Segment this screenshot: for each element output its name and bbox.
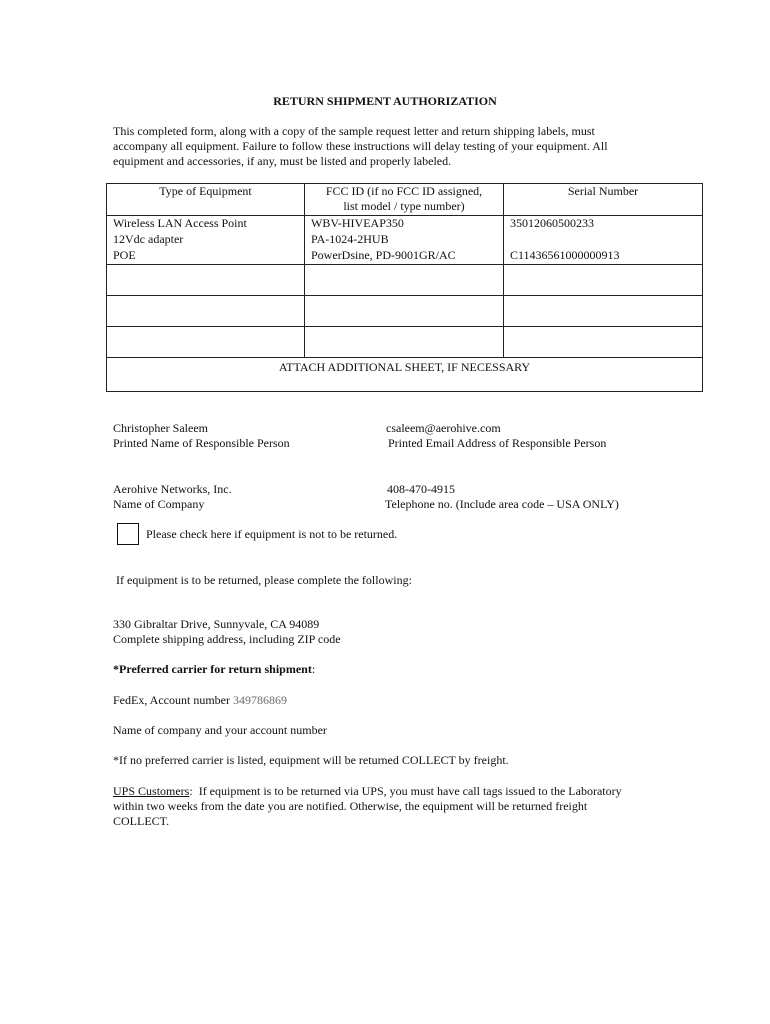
cell-fcc[interactable]: PowerDsine, PD-9001GR/AC: [305, 248, 504, 265]
cell-fcc[interactable]: [305, 296, 504, 327]
table-row: [107, 248, 703, 265]
preferred-carrier-heading: [113, 662, 315, 677]
cell-fcc[interactable]: PA-1024-2HUB: [305, 232, 504, 248]
cell-serial[interactable]: C11436561000000913: [504, 248, 703, 265]
carrier-prefix: FedEx, Account number: [113, 693, 233, 707]
header-fcc-line2: list model / type number): [343, 199, 465, 213]
cell-serial[interactable]: [504, 327, 703, 358]
cell-type[interactable]: [107, 327, 305, 358]
ups-paragraph-line2: within two weeks from the date you are notified. Otherwise, the equipment will be returned freight: [113, 799, 588, 813]
responsible-email[interactable]: csaleem@aerohive.com: [386, 421, 501, 435]
table-row-empty: [107, 327, 703, 358]
cell-serial[interactable]: [504, 265, 703, 296]
telephone-number[interactable]: 408-470-4915: [387, 482, 455, 496]
header-fcc: [305, 184, 504, 216]
header-type: Type of Equipment: [107, 184, 305, 216]
table-row: [107, 232, 703, 248]
telephone-label: Telephone no. (Include area code – USA ONLY): [385, 497, 619, 511]
ups-paragraph-line1: [113, 784, 622, 799]
intro-line: accompany all equipment. Failure to follow these instructions will delay testing of your equipment. All: [113, 139, 608, 153]
preferred-carrier-heading-text: *Preferred carrier for return shipment: [113, 662, 312, 676]
cell-type[interactable]: POE: [107, 248, 305, 265]
cell-type[interactable]: [107, 265, 305, 296]
equipment-table: [106, 183, 703, 392]
responsible-email-label: Printed Email Address of Responsible Person: [385, 436, 607, 450]
additional-sheet-note: ATTACH ADDITIONAL SHEET, IF NECESSARY: [107, 358, 703, 392]
not-returned-checkbox-label: Please check here if equipment is not to be returned.: [146, 527, 398, 541]
collect-note: *If no preferred carrier is listed, equipment will be returned COLLECT by freight.: [113, 753, 509, 767]
table-note-row: [107, 358, 703, 392]
shipping-address[interactable]: 330 Gibraltar Drive, Sunnyvale, CA 94089: [113, 617, 320, 631]
cell-serial[interactable]: [504, 232, 703, 248]
cell-type[interactable]: Wireless LAN Access Point: [107, 216, 305, 233]
intro-paragraph: [113, 124, 653, 169]
carrier-label: Name of company and your account number: [113, 723, 327, 737]
cell-fcc[interactable]: [305, 327, 504, 358]
table-row: [107, 216, 703, 233]
table-row-empty: [107, 265, 703, 296]
intro-line: equipment and accessories, if any, must be listed and properly labeled.: [113, 154, 452, 168]
header-serial: Serial Number: [504, 184, 703, 216]
company-name-label: Name of Company: [113, 497, 205, 511]
cell-serial[interactable]: 35012060500233: [504, 216, 703, 233]
table-row-empty: [107, 296, 703, 327]
intro-line: This completed form, along with a copy of the sample request letter and return shipping labels, must: [113, 124, 595, 138]
cell-fcc[interactable]: WBV-HIVEAP350: [305, 216, 504, 233]
cell-type[interactable]: [107, 296, 305, 327]
shipping-address-label: Complete shipping address, including ZIP code: [113, 632, 341, 646]
responsible-name[interactable]: Christopher Saleem: [113, 421, 208, 435]
return-instruction: If equipment is to be returned, please complete the following:: [113, 573, 412, 587]
carrier-account-number[interactable]: 349786869: [232, 693, 287, 707]
form-title: RETURN SHIPMENT AUTHORIZATION: [273, 94, 497, 108]
preferred-carrier-heading-colon: :: [311, 662, 316, 676]
carrier-account-line[interactable]: [113, 693, 287, 708]
responsible-name-label: Printed Name of Responsible Person: [113, 436, 290, 450]
ups-line1-text: : If equipment is to be returned via UPS, you must have call tags issued to the Laboratory: [189, 784, 622, 798]
not-returned-checkbox[interactable]: [117, 523, 139, 545]
ups-paragraph-line3: COLLECT.: [113, 814, 170, 828]
table-header-row: [107, 184, 703, 216]
cell-type[interactable]: 12Vdc adapter: [107, 232, 305, 248]
cell-serial[interactable]: [504, 296, 703, 327]
cell-fcc[interactable]: [305, 265, 504, 296]
company-name[interactable]: Aerohive Networks, Inc.: [113, 482, 232, 496]
header-fcc-line1: FCC ID (if no FCC ID assigned,: [325, 184, 483, 198]
ups-customers-heading: UPS Customers: [113, 784, 190, 798]
